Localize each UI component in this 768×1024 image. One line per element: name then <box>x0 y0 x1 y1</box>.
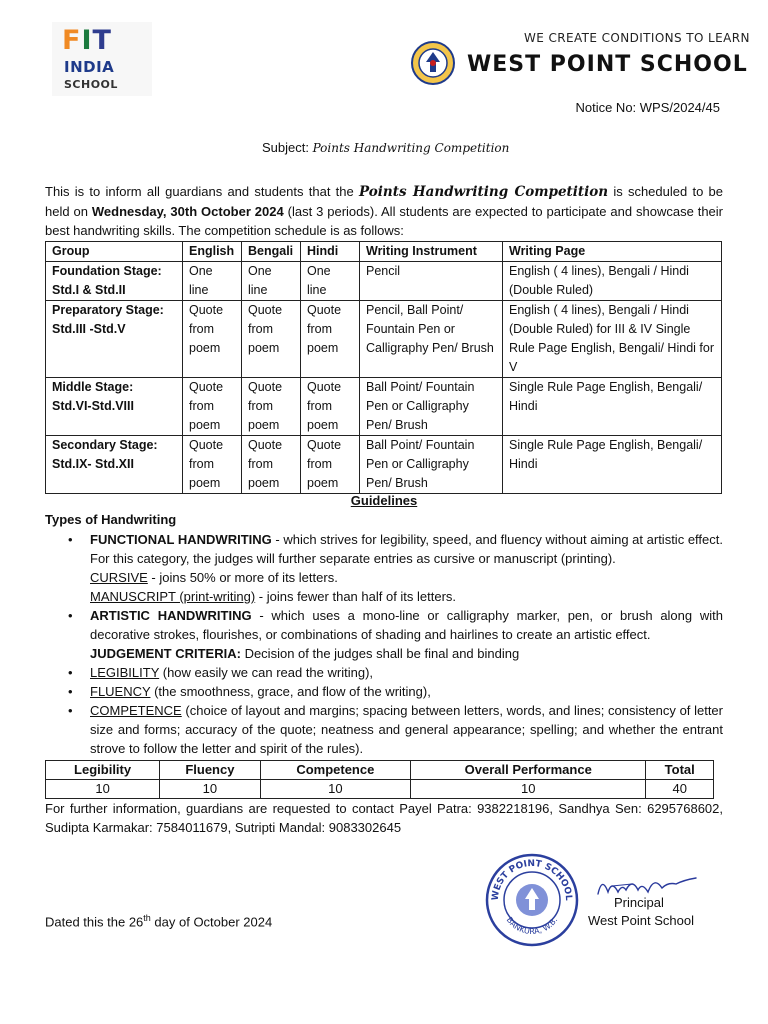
functional-text: - which strives for legibility, speed, and fluency without aiming at artistic effect. For this category, the judges will further separate entries as cursive or manuscript (printing). <box>90 532 723 566</box>
judgement-text: Decision of the judges shall be final and binding <box>240 646 520 661</box>
score-header: Competence <box>260 761 410 780</box>
std-range: Std.VI-Std.VIII <box>52 399 134 413</box>
cursive-line <box>90 568 723 587</box>
fit-india-logo <box>52 22 152 96</box>
group-cell <box>46 262 183 301</box>
instrument-cell: Ball Point/ Fountain Pen or Calligraphy Pen/ Brush <box>360 378 503 436</box>
dated-suffix: day of October 2024 <box>150 914 273 930</box>
stage-name: Preparatory Stage: <box>52 303 164 317</box>
score-header: Total <box>646 761 714 780</box>
competition-date: Wednesday, 30th October 2024 <box>91 204 284 219</box>
schedule-table <box>45 241 722 494</box>
legibility-label: LEGIBILITY <box>90 665 160 680</box>
intro-text-1: This is to inform all guardians and students that the <box>45 184 359 199</box>
guidelines-title: Guidelines <box>350 493 418 508</box>
manuscript-label: MANUSCRIPT (print-writing) <box>90 589 256 604</box>
subject-title: Points Handwriting Competition <box>312 141 510 155</box>
dated-line <box>45 913 272 929</box>
score-header: Legibility <box>46 761 160 780</box>
page-cell: Single Rule Page English, Bengali/ Hindi <box>503 436 722 494</box>
types-title: Types of Handwriting <box>45 512 177 527</box>
competition-name: Points Handwriting Competition <box>359 184 609 200</box>
list-item <box>68 606 723 663</box>
fluency-label: FLUENCY <box>90 684 151 699</box>
fit-letter-f: F <box>62 25 82 56</box>
principal-title: Principal <box>614 895 664 910</box>
score-header: Fluency <box>160 761 260 780</box>
stage-name: Middle Stage: <box>52 380 134 394</box>
school-stamp-icon <box>484 852 580 948</box>
fit-school-text: SCHOOL <box>64 78 118 91</box>
cursive-label: CURSIVE <box>90 570 148 585</box>
scores-header-row <box>46 761 714 780</box>
header-group: Group <box>46 242 183 262</box>
group-cell <box>46 378 183 436</box>
page-cell: Single Rule Page English, Bengali/ Hindi <box>503 378 722 436</box>
subject-label: Subject: <box>262 140 313 155</box>
hindi-cell: Quote from poem <box>301 378 360 436</box>
score-header: Overall Performance <box>411 761 646 780</box>
stamp-text-top: WEST POINT SCHOOL <box>490 858 574 902</box>
list-item <box>68 682 723 701</box>
page-cell: English ( 4 lines), Bengali / Hindi (Double Ruled) <box>503 262 722 301</box>
fit-word <box>62 26 112 56</box>
artistic-label: ARTISTIC HANDWRITING <box>90 608 252 623</box>
instrument-cell: Ball Point/ Fountain Pen or Calligraphy Pen/ Brush <box>360 436 503 494</box>
hindi-cell: Quote from poem <box>301 301 360 378</box>
english-cell: Quote from poem <box>183 378 242 436</box>
std-range: Std.I & Std.II <box>52 283 126 297</box>
std-range: Std.III -Std.V <box>52 322 126 336</box>
table-row <box>46 436 722 494</box>
english-cell: Quote from poem <box>183 301 242 378</box>
scores-value-row <box>46 780 714 799</box>
header-instrument: Writing Instrument <box>360 242 503 262</box>
dated-prefix: Dated this the 26 <box>45 914 144 930</box>
bengali-cell: Quote from poem <box>242 436 301 494</box>
stamp-text-bottom: BANKURA, W.B. <box>504 915 560 937</box>
artistic-text: - which uses a mono-line or calligraphy marker, pen, or brush along with decorative strokes, flourishes, or combinations of shading and hairlines to create an artistic effect. <box>90 608 723 642</box>
bullet-icon: • <box>68 684 73 699</box>
school-tagline: WE CREATE CONDITIONS TO LEARN <box>524 31 750 45</box>
intro-text-2: is scheduled to be held on <box>45 184 723 219</box>
bullet-icon: • <box>68 665 73 680</box>
manuscript-text: - joins fewer than half of its letters. <box>255 589 457 604</box>
header-english: English <box>183 242 242 262</box>
page-cell: English ( 4 lines), Bengali / Hindi (Double Ruled) for III & IV Single Rule Page English, Bengali/ Hindi for V <box>503 301 722 378</box>
table-row <box>46 378 722 436</box>
functional-label: FUNCTIONAL HANDWRITING <box>90 532 272 547</box>
list-item <box>68 701 723 758</box>
list-item <box>68 530 723 606</box>
group-cell <box>46 436 183 494</box>
table-row <box>46 301 722 378</box>
header-hindi: Hindi <box>301 242 360 262</box>
instrument-cell: Pencil, Ball Point/ Fountain Pen or Calligraphy Pen/ Brush <box>360 301 503 378</box>
intro-paragraph <box>45 182 723 240</box>
bullet-icon: • <box>68 608 73 623</box>
bullet-icon: • <box>68 703 73 718</box>
hindi-cell: Quote from poem <box>301 436 360 494</box>
school-crest-icon <box>410 40 456 86</box>
contact-paragraph: For further information, guardians are requested to contact Payel Patra: 9382218196, Sandhya Sen: 6295768602, Sudipta Karmakar: 7584011679, Sutripti Mandal: 9083302645 <box>45 801 723 835</box>
intro-text-3: (last 3 periods). All students are expected to participate and showcase their best handwriting skills. The competition schedule is as follows: <box>45 204 724 238</box>
header-page: Writing Page <box>503 242 722 262</box>
judgement-label: JUDGEMENT CRITERIA: <box>90 646 241 661</box>
table-row <box>46 262 722 301</box>
instrument-cell: Pencil <box>360 262 503 301</box>
stage-name: Foundation Stage: <box>52 264 162 278</box>
principal-school: West Point School <box>588 913 694 928</box>
score-value: 40 <box>646 780 714 799</box>
score-value: 10 <box>46 780 160 799</box>
english-cell: Quote from poem <box>183 436 242 494</box>
stage-name: Secondary Stage: <box>52 438 158 452</box>
bengali-cell: One line <box>242 262 301 301</box>
guidelines-list <box>68 530 723 758</box>
score-value: 10 <box>411 780 646 799</box>
schedule-header-row <box>46 242 722 262</box>
manuscript-line <box>90 587 723 606</box>
scores-table <box>45 760 714 799</box>
dated-sup: th <box>143 913 151 923</box>
score-value: 10 <box>260 780 410 799</box>
std-range: Std.IX- Std.XII <box>52 457 134 471</box>
competence-text: (choice of layout and margins; spacing between letters, words, and lines; consistency of letter size and forms; accuracy of the quote; neatness and general appearance; spelling; and whether the entrant strove to follow the letter and spirit of the rules). <box>90 703 723 756</box>
notice-number: Notice No: WPS/2024/45 <box>575 100 720 115</box>
fit-india-text: INDIA <box>64 58 115 76</box>
judgement-line <box>90 644 723 663</box>
competence-label: COMPETENCE <box>90 703 182 718</box>
group-cell <box>46 301 183 378</box>
score-value: 10 <box>160 780 260 799</box>
hindi-cell: One line <box>301 262 360 301</box>
bullet-icon: • <box>68 532 73 547</box>
list-item <box>68 663 723 682</box>
fluency-text: (the smoothness, grace, and flow of the writing), <box>150 684 431 699</box>
bengali-cell: Quote from poem <box>242 378 301 436</box>
header-bengali: Bengali <box>242 242 301 262</box>
cursive-text: - joins 50% or more of its letters. <box>147 570 338 585</box>
english-cell: One line <box>183 262 242 301</box>
bengali-cell: Quote from poem <box>242 301 301 378</box>
legibility-text: (how easily we can read the writing), <box>159 665 374 680</box>
fit-letter-i: I <box>81 25 93 56</box>
school-name: WEST POINT SCHOOL <box>467 52 748 77</box>
fit-letter-t: T <box>92 25 112 56</box>
subject-line <box>262 140 509 155</box>
